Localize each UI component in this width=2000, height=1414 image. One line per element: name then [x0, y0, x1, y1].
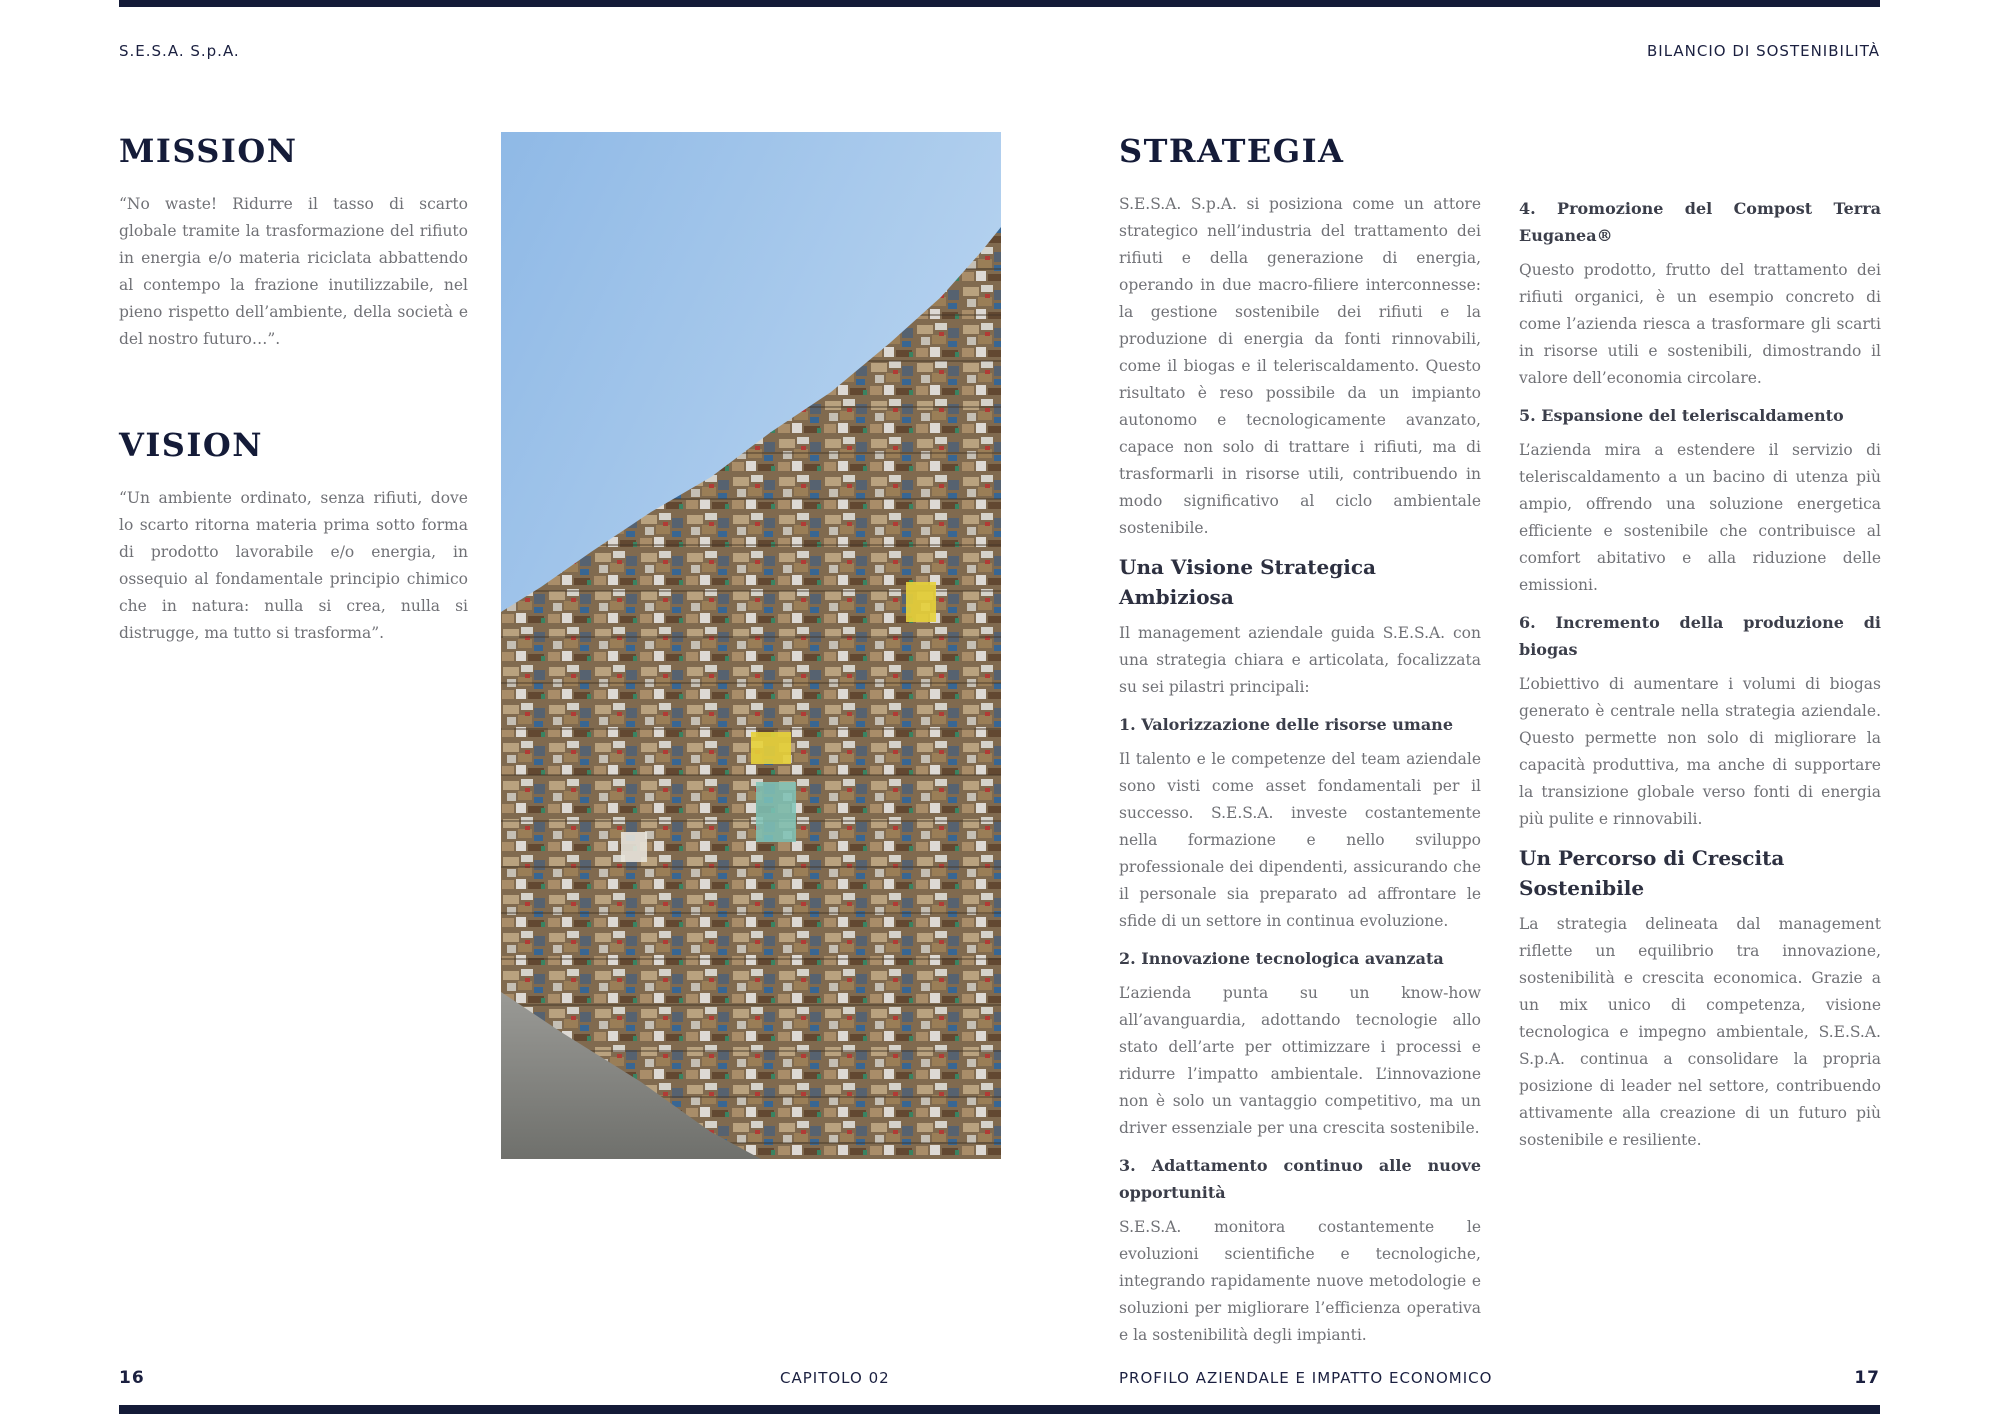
growth-path-heading: Un Percorso di Crescita Sostenibile — [1519, 846, 1785, 900]
pillar-1-title: 1. Valorizzazione delle risorse umane — [1119, 715, 1453, 734]
strategia-title: STRATEGIA — [1119, 132, 1345, 170]
pillar-6-text: L’obiettivo di aumentare i volumi di biogas generato è centrale nella strategia aziendale. Questo permette non solo di migliorare la capacità produttiva, ma anche di supportare la transizione globale verso fonti di energia più pulite e rinnovabili. — [1519, 675, 1881, 828]
pillar-5-title: 5. Espansione del teleriscaldamento — [1519, 406, 1844, 425]
mission-title: MISSION — [119, 132, 298, 170]
page-number-right: 17 — [1854, 1368, 1880, 1388]
top-rule — [119, 0, 1880, 7]
pillar-1-text: Il talento e le competenze del team aziendale sono visti come asset fondamentali per il successo. S.E.S.A. investe costantemente nella formazione e nello sviluppo professionale dei dipendenti, assicurando che il personale sia preparato ad affrontare le sfide di un settore in continua evoluzione. — [1119, 750, 1481, 930]
baled-waste-photo — [501, 132, 1001, 1159]
pillar-3-title: 3. Adattamento continuo alle nuove opportunità — [1119, 1156, 1481, 1202]
footer-chapter: CAPITOLO 02 — [780, 1369, 890, 1387]
pillar-2-text: L’azienda punta su un know-how all’avanguardia, adottando tecnologie allo stato dell’arte per ottimizzare i processi e ridurre l’impatto ambientale. L’innovazione non è solo un vantaggio competitivo, ma un driver essenziale per una crescita sostenibile. — [1119, 984, 1481, 1137]
pillar-2-title: 2. Innovazione tecnologica avanzata — [1119, 949, 1444, 968]
strategia-intro: S.E.S.A. S.p.A. si posiziona come un attore strategico nell’industria del trattamento dei rifiuti e della generazione di energia, operando in due macro-filiere interconnesse: la gestione sostenibile dei rifiuti e la produzione di energia da fonti rinnovabili, come il biogas e il teleriscaldamento. Questo risultato è reso possibile da un impianto autonomo e tecnologicamente avanzato, capace non solo di trattare i rifiuti, ma di trasformarli in risorse utili, contribuendo in modo significativo al ciclo ambientale sostenibile. — [1119, 195, 1481, 537]
mission-column — [119, 191, 468, 363]
mission-text: “No waste! Ridurre il tasso di scarto globale tramite la trasformazione del rifiuto in energia e/o materia riciclata abbattendo al contempo la frazione inutilizzabile, nel pieno rispetto dell’ambiente, della società e del nostro futuro…”. — [119, 195, 468, 348]
vision-title: VISION — [119, 426, 263, 464]
strategic-vision-text: Il management aziendale guida S.E.S.A. con una strategia chiara e articolata, focalizzata su sei pilastri principali: — [1119, 624, 1481, 696]
growth-path-text: La strategia delineata dal management riflette un equilibrio tra innovazione, sostenibilità e crescita economica. Grazie a un mix unico di competenza, visione tecnologica e impegno ambientale, S.E.S.A. S.p.A. continua a consolidare la propria posizione di leader nel settore, contribuendo attivamente alla creazione di un futuro più sostenibile e resiliente. — [1519, 915, 1881, 1149]
pillar-5-text: L’azienda mira a estendere il servizio di teleriscaldamento a un bacino di utenza più ampio, offrendo una soluzione energetica efficiente e sostenibile che contribuisce al comfort abitativo e alla riduzione delle emissioni. — [1519, 441, 1881, 594]
vision-text: “Un ambiente ordinato, senza rifiuti, dove lo scarto ritorna materia prima sotto forma di prodotto lavorabile e/o energia, in ossequio al fondamentale principio chimico che in natura: nulla si crea, nulla si distrugge, ma tutto si trasforma”. — [119, 489, 468, 642]
strategia-column-2 — [1519, 191, 1881, 1164]
strategia-column-1 — [1119, 191, 1481, 1359]
footer-section: PROFILO AZIENDALE E IMPATTO ECONOMICO — [1119, 1369, 1493, 1387]
pillar-3-text: S.E.S.A. monitora costantemente le evoluzioni scientifiche e tecnologiche, integrando rapidamente nuove metodologie e soluzioni per migliorare l’efficienza operativa e la sostenibilità degli impianti. — [1119, 1218, 1481, 1344]
pillar-6-title: 6. Incremento della produzione di biogas — [1519, 613, 1881, 659]
header-report-title: BILANCIO DI SOSTENIBILITÀ — [1646, 42, 1880, 60]
page-number-left: 16 — [119, 1368, 145, 1388]
header-company: S.E.S.A. S.p.A. — [119, 42, 240, 60]
pillar-4-text: Questo prodotto, frutto del trattamento dei rifiuti organici, è un esempio concreto di come l’azienda riesca a trasformare gli scarti in risorse utili e sostenibili, dimostrando il valore dell’economia circolare. — [1519, 261, 1881, 387]
strategic-vision-heading: Una Visione Strategica Ambiziosa — [1119, 555, 1376, 609]
pillar-4-title: 4. Promozione del Compost Terra Euganea® — [1519, 199, 1881, 245]
vision-column — [119, 485, 468, 657]
bottom-rule — [119, 1405, 1880, 1414]
